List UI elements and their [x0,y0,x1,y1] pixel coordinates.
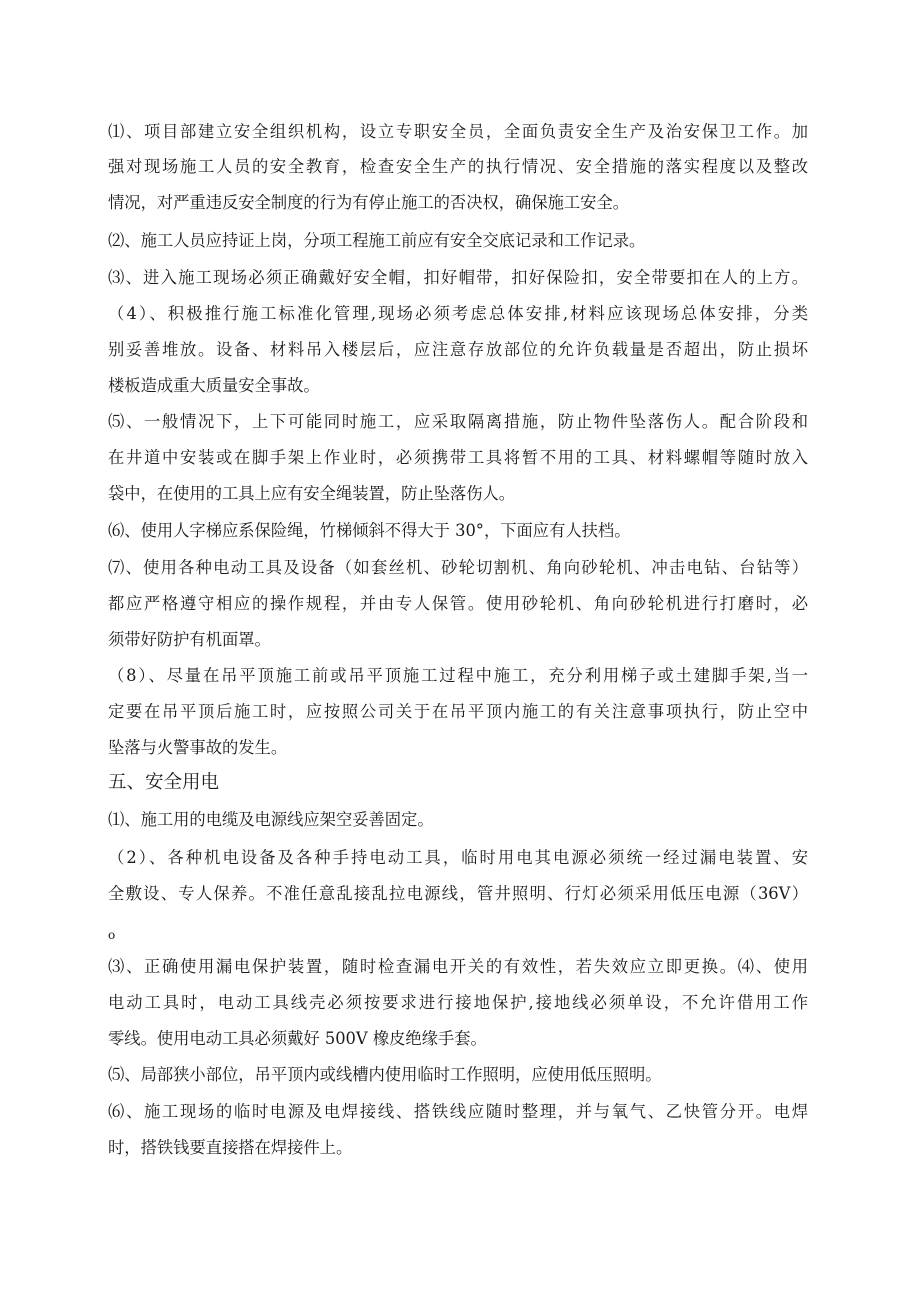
paragraph-line: 须带好防护有机面罩。 [108,630,271,649]
paragraph-line: 电动工具时，电动工具线壳必须按要求进行接地保护,接地线必须单设，不允许借用工作 [108,993,808,1012]
paragraph-line: 全敷设、专人保养。不准任意乱接乱拉电源线，管井照明、行灯必须采用低压电源（36V） [108,884,808,903]
paragraph-line: ⑹、施工现场的临时电源及电焊接线、搭铁线应随时整理，并与氧气、乙快管分开。电焊 [108,1102,808,1121]
paragraph-line: ⑴、项目部建立安全组织机构，设立专职安全员，全面负责安全生产及治安保卫工作。加 [108,122,808,141]
paragraph-line: 定要在吊平顶后施工时，应按照公司关于在吊平顶内施工的有关注意事项执行，防止空中 [108,702,808,721]
paragraph-line: （8）、尽量在吊平顶施工前或吊平顶施工过程中施工，充分利用梯子或土建脚手架,当一 [108,666,808,685]
paragraph-line: ⑸、局部狭小部位，吊平顶内或线槽内使用临时工作照明，应使用低压照明。 [108,1065,662,1084]
paragraph-line: ⑹、使用人字梯应系保险绳，竹梯倾斜不得大于 30°，下面应有人扶档。 [108,521,631,540]
paragraph-line: （2）、各种机电设备及各种手持电动工具，临时用电其电源必须统一经过漏电装置、安 [108,848,808,867]
paragraph-line: o [108,928,116,942]
paragraph-line: 都应严格遵守相应的操作规程，并由专人保管。使用砂轮机、角向砂轮机进行打磨时，必 [108,594,808,613]
paragraph-line: 情况，对严重违反安全制度的行为有停止施工的否决权，确保施工安全。 [108,193,630,212]
paragraph-line: （4）、积极推行施工标准化管理,现场必须考虑总体安排,材料应该现场总体安排，分类 [108,304,808,323]
paragraph-line: 楼板造成重大质量安全事故。 [108,376,320,395]
paragraph-line: ⑺、使用各种电动工具及设备（如套丝机、砂轮切割机、角向砂轮机、冲击电钻、台钻等） [108,558,808,577]
paragraph-line: 零线。使用电动工具必须戴好 500V 橡皮绝缘手套。 [108,1029,487,1048]
paragraph-line: 袋中，在使用的工具上应有安全绳装置，防止坠落伤人。 [108,484,516,503]
section-heading: 五、安全用电 [108,772,220,793]
paragraph-line: 强对现场施工人员的安全教育，检查安全生产的执行情况、安全措施的落实程度以及整改 [108,157,808,176]
paragraph-line: ⑴、施工用的电缆及电源线应架空妥善固定。 [108,810,434,829]
paragraph-line: ⑸、一般情况下，上下可能同时施工，应采取隔离措施，防止物件坠落伤人。配合阶段和 [108,412,808,431]
paragraph-line: 别妥善堆放。设备、材料吊入楼层后，应注意存放部位的允许负载量是否超出，防止损坏 [108,340,808,359]
paragraph-line: 在井道中安装或在脚手架上作业时，必须携带工具将暂不用的工具、材料螺帽等随时放入 [108,448,808,467]
paragraph-line: 时，搭铁钱要直接搭在焊接件上。 [108,1138,353,1157]
paragraph-line: ⑶、进入施工现场必须正确戴好安全帽，扣好帽带，扣好保险扣，安全带要扣在人的上方。 [108,268,808,287]
paragraph-line: 坠落与火警事故的发生。 [108,738,288,757]
paragraph-line: ⑵、施工人员应持证上岗，分项工程施工前应有安全交底记录和工作记录。 [108,231,646,250]
paragraph-line: ⑶、正确使用漏电保护装置，随时检查漏电开关的有效性，若失效应立即更换。⑷、使用 [108,957,808,976]
